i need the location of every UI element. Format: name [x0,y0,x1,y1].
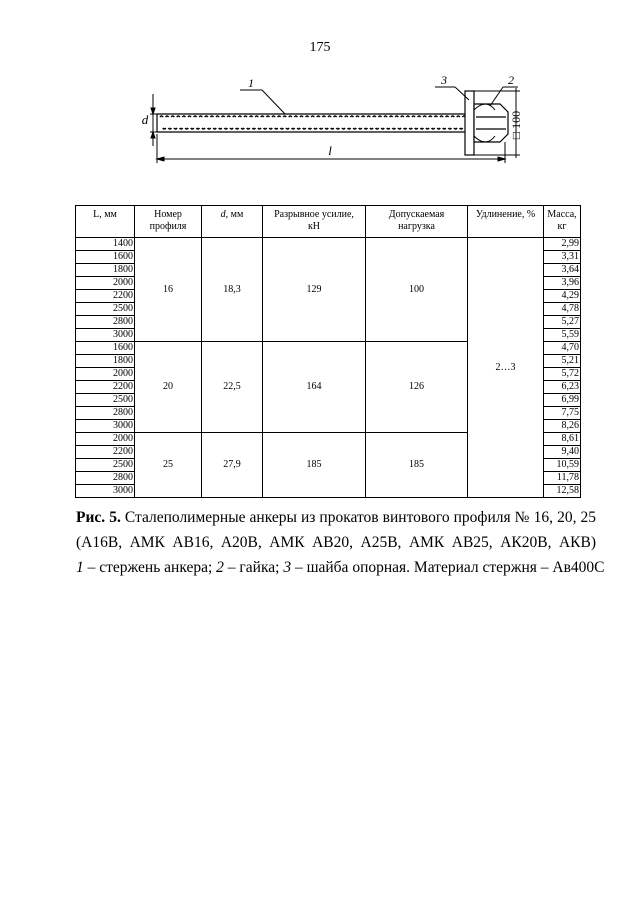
cell-mass: 3,64 [544,264,581,277]
cell-mass: 12,58 [544,485,581,498]
caption-line-3: 1 – стержень анкера; 2 – гайка; 3 – шайба опорная. Материал стержня – Ав400С [76,559,605,576]
caption-line-2: (А16В, АМК АВ16, А20В, АМК АВ20, А25В, АМК АВ25, АК20В, АКВ) [76,534,596,551]
cell-length: 3000 [76,485,135,498]
label-3: 3 [441,73,447,87]
cell-length: 2200 [76,446,135,459]
cell-d: 22,5 [202,342,263,433]
cell-mass: 5,21 [544,355,581,368]
cell-mass: 4,29 [544,290,581,303]
header-profile: Номер профиля [135,206,202,238]
support-washer [465,91,474,155]
cell-mass: 7,75 [544,407,581,420]
cell-length: 2500 [76,303,135,316]
l-label: l [328,143,332,158]
header-mass: Масса, кг [544,206,581,238]
anchor-nut [474,104,508,142]
leader-1 [240,90,285,114]
header-length: L, мм [76,206,135,238]
figure-caption [76,505,605,580]
cell-load: 185 [366,433,468,498]
cell-length: 2800 [76,472,135,485]
table-row [76,238,581,251]
cell-load: 126 [366,342,468,433]
d-label: d [141,112,149,127]
figure-label: Рис. 5. [76,509,121,526]
header-force: Разрывное усилие, кН [263,206,366,238]
cell-mass: 9,40 [544,446,581,459]
cell-length: 1600 [76,251,135,264]
cell-mass: 10,59 [544,459,581,472]
cell-length: 2000 [76,277,135,290]
cell-mass: 8,61 [544,433,581,446]
square-size-label: □ 100 [509,110,523,140]
cell-mass: 6,23 [544,381,581,394]
d-dimension [150,94,157,146]
cell-length: 2000 [76,433,135,446]
label-2: 2 [508,73,514,87]
cell-force: 185 [263,433,366,498]
cell-profile: 16 [135,238,202,342]
cell-d: 27,9 [202,433,263,498]
header-d: d, мм [202,206,263,238]
cell-mass: 3,96 [544,277,581,290]
cell-mass: 11,78 [544,472,581,485]
table-body [76,238,581,498]
cell-load: 100 [366,238,468,342]
cell-profile: 20 [135,342,202,433]
leader-3 [435,87,469,100]
caption-line-1: Рис. 5. Сталеполимерные анкеры из прокатов винтового профиля № 16, 20, 25 [76,509,597,526]
cell-mass: 8,26 [544,420,581,433]
cell-length: 1800 [76,355,135,368]
header-elongation: Удлинение, % [468,206,544,238]
cell-mass: 4,70 [544,342,581,355]
cell-mass: 6,99 [544,394,581,407]
cell-length: 2200 [76,290,135,303]
table-header-row [76,206,581,238]
cell-length: 1400 [76,238,135,251]
cell-length: 1600 [76,342,135,355]
cell-length: 2500 [76,394,135,407]
cell-length: 3000 [76,329,135,342]
cell-mass: 5,27 [544,316,581,329]
cell-mass: 3,31 [544,251,581,264]
cell-length: 2200 [76,381,135,394]
cell-force: 164 [263,342,366,433]
rod-thread-pattern [160,116,468,129]
cell-profile: 25 [135,433,202,498]
cell-mass: 4,78 [544,303,581,316]
cell-length: 3000 [76,420,135,433]
header-load: Допускаемая нагрузка [366,206,468,238]
cell-mass: 5,72 [544,368,581,381]
cell-mass: 5,59 [544,329,581,342]
cell-mass: 2,99 [544,238,581,251]
anchor-drawing [0,0,640,200]
cell-length: 2000 [76,368,135,381]
cell-length: 2800 [76,407,135,420]
cell-elongation: 2…3 [468,238,544,498]
cell-d: 18,3 [202,238,263,342]
cell-length: 2800 [76,316,135,329]
page-number: 175 [309,40,331,55]
label-1: 1 [248,76,254,90]
cell-force: 129 [263,238,366,342]
cell-length: 1800 [76,264,135,277]
cell-length: 2500 [76,459,135,472]
anchor-spec-table [75,205,581,498]
leader-2 [490,87,518,106]
